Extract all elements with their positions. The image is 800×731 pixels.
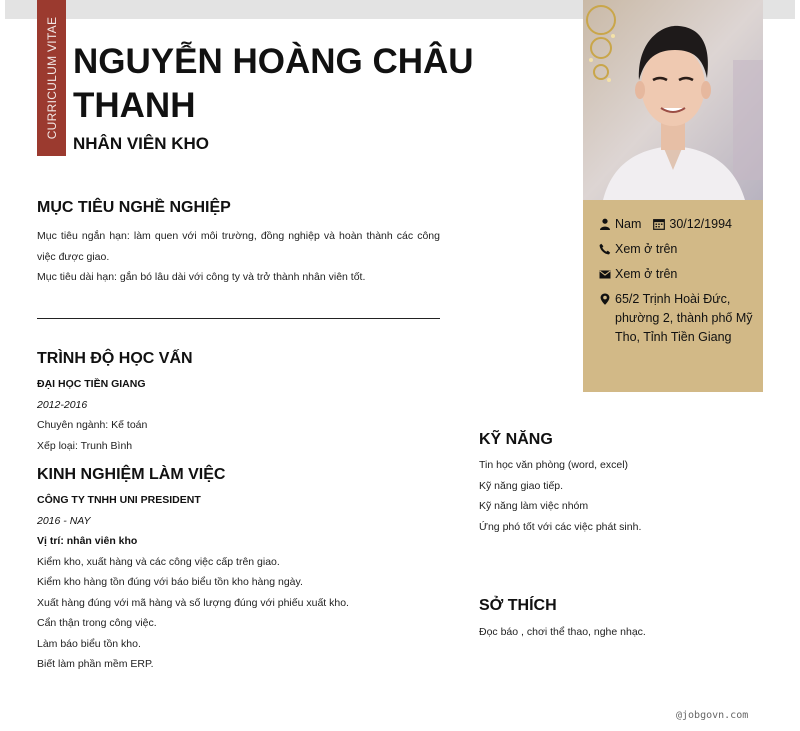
section-divider xyxy=(37,318,440,319)
candidate-name: NGUYỄN HOÀNG CHÂU THANH xyxy=(73,42,474,125)
experience-content xyxy=(37,490,457,675)
objective-long-term: Mục tiêu dài hạn: gắn bó lâu dài với công ty và trở thành nhân viên tốt. xyxy=(37,271,366,283)
cv-ribbon xyxy=(37,0,66,156)
hobbies-title: SỞ THÍCH xyxy=(479,597,557,614)
portrait-illustration xyxy=(583,0,763,200)
education-title: TRÌNH ĐỘ HỌC VẤN xyxy=(37,350,193,367)
address-value: 65/2 Trịnh Hoài Đức, phường 2, thành phố Mỹ Tho, Tỉnh Tiền Giang xyxy=(615,292,753,344)
cv-label: CURRICULUM VITAE xyxy=(44,16,59,140)
skill-item: Kỹ năng giao tiếp. xyxy=(479,479,564,492)
duty-item: Kiểm kho, xuất hàng và các công việc cấp trên giao. xyxy=(37,555,280,568)
skill-item: Ứng phó tốt với các việc phát sinh. xyxy=(479,520,642,533)
skills-list xyxy=(479,455,769,537)
company-name: CÔNG TY TNHH UNI PRESIDENT xyxy=(37,494,201,506)
hobbies-text: Đọc báo , chơi thể thao, nghe nhạc. xyxy=(479,626,646,638)
skill-item: Tin học văn phòng (word, excel) xyxy=(479,459,629,471)
phone-row xyxy=(599,240,753,259)
experience-position: Vị trí: nhân viên kho xyxy=(37,535,138,547)
education-major: Chuyên ngành: Kế toán xyxy=(37,419,148,431)
profile-photo xyxy=(583,0,763,200)
duty-item: Xuất hàng đúng với mã hàng và số lượng đúng với phiếu xuất kho. xyxy=(37,596,349,609)
education-period: 2012-2016 xyxy=(37,398,88,411)
duty-item: Kiểm kho hàng tồn đúng với báo biểu tồn kho hàng ngày. xyxy=(37,576,303,588)
objective-text xyxy=(37,226,440,288)
duty-item: Biết làm phần mềm ERP. xyxy=(37,658,154,670)
address-row xyxy=(599,290,753,347)
watermark: @jobgovn.com xyxy=(676,710,749,721)
envelope-icon xyxy=(599,268,611,280)
experience-title: KINH NGHIỆM LÀM VIỆC xyxy=(37,466,226,483)
education-rank: Xếp loại: Trunh Bình xyxy=(37,439,133,452)
email-row xyxy=(599,265,753,284)
skills-title: KỸ NĂNG xyxy=(479,431,553,448)
gender-value: Nam xyxy=(615,217,642,231)
gender-dob-row xyxy=(599,215,753,234)
phone-icon xyxy=(599,243,611,255)
objective-short-term: Mục tiêu ngắn hạn: làm quen với môi trường, đồng nghiệp và hoàn thành các công việc được giao. xyxy=(37,230,440,263)
education-content xyxy=(37,374,437,456)
email-value: Xem ở trên xyxy=(615,267,678,281)
person-icon xyxy=(599,218,611,230)
location-pin-icon xyxy=(599,293,611,305)
duty-item: Làm báo biểu tồn kho. xyxy=(37,637,141,650)
school-name: ĐẠI HỌC TIỀN GIANG xyxy=(37,378,146,390)
job-title: NHÂN VIÊN KHO xyxy=(73,134,210,153)
calendar-icon xyxy=(653,218,665,230)
duty-item: Cẩn thận trong công việc. xyxy=(37,617,157,629)
dob-value: 30/12/1994 xyxy=(669,217,732,231)
objective-title: MỤC TIÊU NGHỀ NGHIỆP xyxy=(37,199,231,216)
phone-value: Xem ở trên xyxy=(615,242,678,256)
skill-item: Kỹ năng làm việc nhóm xyxy=(479,500,589,512)
contact-info-box xyxy=(583,200,763,392)
experience-period: 2016 - NAY xyxy=(37,514,91,527)
